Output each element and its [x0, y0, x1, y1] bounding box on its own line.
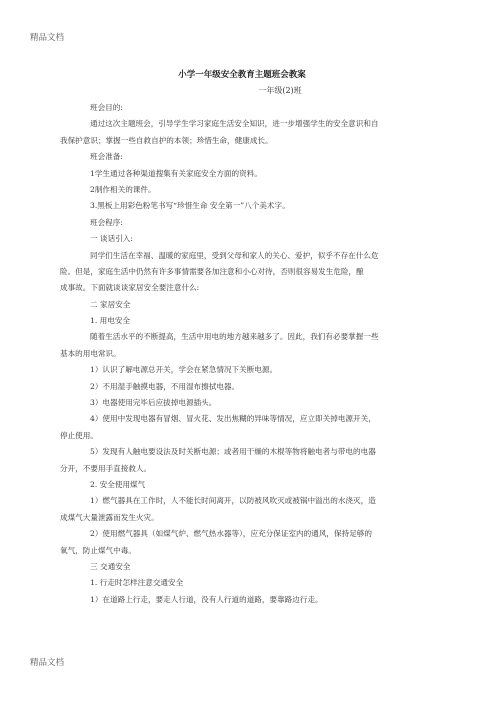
paragraph-line: 3.黑板上用彩色粉笔书写“珍惜生命 安全第一”八个美术字。	[90, 201, 290, 211]
paragraph-line: 班会目的:	[90, 103, 123, 112]
paragraph-line: 随着生活水平的不断提高，生活中用电的地方越来越多了。因此，我们有必要掌握一些	[90, 332, 379, 342]
paragraph-line: 5）发现有人触电要设法及时关断电源；或者用干燥的木棍等物将触电者与带电的电器	[90, 447, 376, 457]
paragraph-line: 2. 安全使用煤气	[90, 479, 146, 489]
header-watermark: 精品文档	[30, 33, 65, 43]
paragraph-line: 险。但是，家庭生活中仍然有许多事情需要各加注意和小心对待，否则很容易发生危险，酿	[60, 266, 364, 276]
paragraph-line: 二 家居安全	[90, 299, 131, 309]
paragraph-line: 停止使用。	[60, 430, 98, 440]
document-title: 小学一年级安全教育主题班会教案	[178, 70, 306, 80]
paragraph-line: 通过这次主题班会，引导学生学习家庭生活安全知识，进一步增强学生的安全意识和自	[90, 119, 379, 129]
paragraph-line: 班会程序:	[90, 217, 123, 227]
paragraph-line: 4）使用中发现电器有冒烟、冒火花、发出焦糊的异味等情况，应立即关掉电源开关，	[90, 414, 376, 424]
paragraph-line: 成煤气大量泄露而发生火灾。	[60, 512, 159, 522]
paragraph-line: 1. 用电安全	[90, 316, 131, 326]
paragraph-line: 三 交通安全	[90, 561, 131, 571]
paragraph-line: 1）认识了解电源总开关，学会在紧急情况下关断电源。	[90, 365, 278, 375]
paragraph-line: 一 谈话引入:	[90, 234, 133, 244]
paragraph-line: 氧气，防止煤气中毒。	[60, 545, 136, 555]
document-body	[60, 100, 438, 608]
paragraph-line: 班会准备:	[90, 152, 123, 162]
paragraph-line: 同学们生活在幸福、温暖的家庭里，受到父母和家人的关心、爱护，似乎不存在什么危	[90, 250, 379, 260]
paragraph-line: 2）使用燃气器具（如煤气炉、燃气热水器等），应充分保证室内的通风，保持足够的	[90, 529, 372, 539]
paragraph-line: 2制作相关的课件。	[90, 184, 156, 194]
paragraph-line: 成事故。下面就谈谈家居安全要注意什么:	[60, 283, 200, 293]
paragraph-line: 我保护意识；掌握一些自救自护的本领；珍惜生命，健康成长。	[60, 135, 273, 145]
class-name: 一年级(2)班	[258, 86, 302, 95]
paragraph-line: 1. 行走时怎样注意交通安全	[90, 578, 184, 588]
paragraph-line: 1）在道路上行走，要走人行道，没有人行道的道路，要靠路边行走。	[90, 594, 323, 604]
paragraph-line: 1）燃气器具在工作时，人不能长时间离开，以防被风吹灭或被锅中溢出的水浇灭，造	[90, 496, 376, 506]
footer-watermark: 精品文档	[30, 658, 65, 668]
paragraph-line: 1学生通过各种渠道搜集有关家庭安全方面的资料。	[90, 168, 262, 178]
paragraph-line: 基本的用电常识。	[60, 348, 121, 358]
paragraph-line: 分开，不要用手直接救人。	[60, 463, 152, 473]
paragraph-line: 3）电器使用完毕后应拔掉电源插头。	[90, 398, 217, 408]
paragraph-line: 2）不用湿手触摸电器，不用湿布擦拭电器。	[90, 381, 240, 391]
